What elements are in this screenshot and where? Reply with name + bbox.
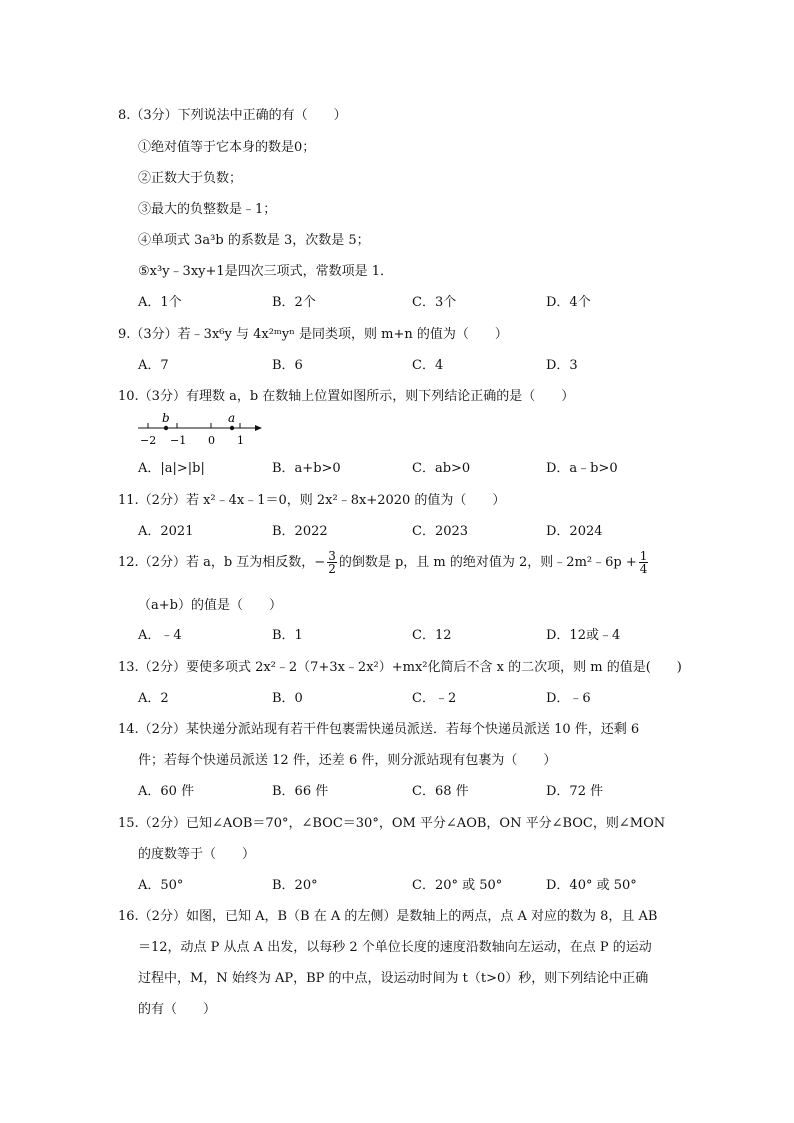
tick-label-neg1: −1 <box>170 434 187 447</box>
q10-option-b: B．a+b>0 <box>272 461 341 476</box>
q9-option-a: A．7 <box>138 358 169 373</box>
q16-stem-line1: 16.（2分）如图，已知 A，B（B 在 A 的左侧）是数轴上的两点，点 A 对应的数为 8，且 AB <box>118 909 658 924</box>
q11-option-a: A．2021 <box>138 524 194 539</box>
q12-fraction-1 <box>327 550 337 575</box>
q8-option-a: A．1个 <box>138 295 182 310</box>
q14-option-a: A．60 件 <box>138 784 195 799</box>
q10-option-d: D．a﹣b>0 <box>546 461 618 476</box>
q13-option-b: B．0 <box>272 691 303 706</box>
q16-stem-line2: ＝12，动点 P 从点 A 出发，以每秒 2 个单位长度的速度沿数轴向左运动，在点 P 的运动 <box>138 940 652 955</box>
q13-option-d: D．﹣6 <box>546 691 591 706</box>
q15-option-a: A．50° <box>138 878 184 893</box>
q15-option-d: D．40° 或 50° <box>546 878 637 893</box>
q11-stem: 11.（2分）若 x²﹣4x﹣1＝0，则 2x²﹣8x+2020 的值为（ ） <box>118 493 506 508</box>
q9-option-b: B．6 <box>272 358 303 373</box>
q10-stem: 10.（3分）有理数 a，b 在数轴上位置如图所示，则下列结论正确的是（ ） <box>118 389 575 404</box>
number-line-arrow <box>255 425 262 431</box>
q12-stem-part2: 的倒数是 p，且 m 的绝对值为 2，则﹣2m²﹣6p + <box>338 555 637 570</box>
q12-option-d: D．12或﹣4 <box>546 628 621 643</box>
q10-option-c: C．ab>0 <box>412 461 471 476</box>
q12-option-c: C．12 <box>412 628 452 643</box>
q12-frac2-denominator: 4 <box>639 562 648 576</box>
q15-option-b: B．20° <box>272 878 318 893</box>
q14-option-b: B．66 件 <box>272 784 329 799</box>
q14-stem-line2: 件；若每个快递员派送 12 件，还差 6 件，则分派站现有包裹为（ ） <box>138 753 557 768</box>
q11-option-d: D．2024 <box>546 524 603 539</box>
q8-statement-4: ④单项式 3a³b 的系数是 3，次数是 5； <box>138 233 370 248</box>
q14-stem-line1: 14.（2分）某快递分派站现有若干件包裹需快递员派送．若每个快递员派送 10 件，还剩 6 <box>118 722 640 737</box>
number-line-figure <box>134 410 274 450</box>
q12-frac1-sign: − <box>314 555 326 570</box>
q12-option-a: A．﹣4 <box>138 628 182 643</box>
q13-option-a: A．2 <box>138 691 169 706</box>
q12-frac1-denominator: 2 <box>328 562 336 576</box>
q12-stem-continuation: （a+b）的值是（ ） <box>138 598 282 613</box>
q16-stem-line4: 的有（ ） <box>138 1002 217 1017</box>
q14-option-c: C．68 件 <box>412 784 469 799</box>
q15-stem-line1: 15.（2分）已知∠AOB＝70°，∠BOC＝30°，OM 平分∠AOB，ON 平分∠BOC，则∠MON <box>118 816 666 831</box>
q16-stem-line3: 过程中，M，N 始终为 AP，BP 的中点，设运动时间为 t（t>0）秒，则下列结论中正确 <box>138 971 649 986</box>
q8-option-c: C．3个 <box>412 295 457 310</box>
q13-option-c: C．﹣2 <box>412 691 457 706</box>
tick-label-1: 1 <box>237 434 244 447</box>
point-a-dot <box>230 426 234 430</box>
q12-frac1-numerator: 3 <box>328 549 336 563</box>
tick-label-0: 0 <box>208 434 215 447</box>
q14-option-d: D．72 件 <box>546 784 604 799</box>
q8-statement-5: ⑤x³y﹣3xy+1是四次三项式，常数项是 1． <box>138 264 394 279</box>
point-a-label: a <box>228 411 236 425</box>
q12-stem-part1: 12.（2分）若 a，b 互为相反数， <box>118 555 315 570</box>
q15-stem-line2: 的度数等于（ ） <box>138 847 256 862</box>
q13-stem: 13.（2分）要使多项式 2x²﹣2（7+3x﹣2x²）+mx²化简后不含 x 的二次项，则 m 的值是( ) <box>118 660 682 675</box>
q8-statement-1: ①绝对值等于它本身的数是0； <box>138 140 316 155</box>
q8-stem: 8.（3分）下列说法中正确的有（ ） <box>118 108 347 123</box>
q12-stem <box>118 550 650 575</box>
point-b-label: b <box>162 411 170 425</box>
q10-option-a: A．|a|>|b| <box>138 461 205 476</box>
q15-option-c: C．20° 或 50° <box>412 878 503 893</box>
q8-statement-2: ②正数大于负数； <box>138 171 243 186</box>
q9-option-c: C．4 <box>412 358 444 373</box>
q9-stem: 9.（3分）若﹣3x⁶y 与 4x²ᵐyⁿ 是同类项，则 m+n 的值为（ ） <box>118 327 508 342</box>
q11-option-c: C．2023 <box>412 524 469 539</box>
q8-option-d: D．4个 <box>546 295 591 310</box>
q8-option-b: B．2个 <box>272 295 316 310</box>
q11-option-b: B．2022 <box>272 524 328 539</box>
q8-statement-3: ③最大的负整数是﹣1； <box>138 202 277 217</box>
q12-option-b: B．1 <box>272 628 303 643</box>
q12-frac2-numerator: 1 <box>639 549 648 563</box>
q9-option-d: D．3 <box>546 358 578 373</box>
tick-label-neg2: −2 <box>140 434 157 447</box>
point-b-dot <box>164 426 168 430</box>
q12-fraction-2 <box>639 550 649 575</box>
